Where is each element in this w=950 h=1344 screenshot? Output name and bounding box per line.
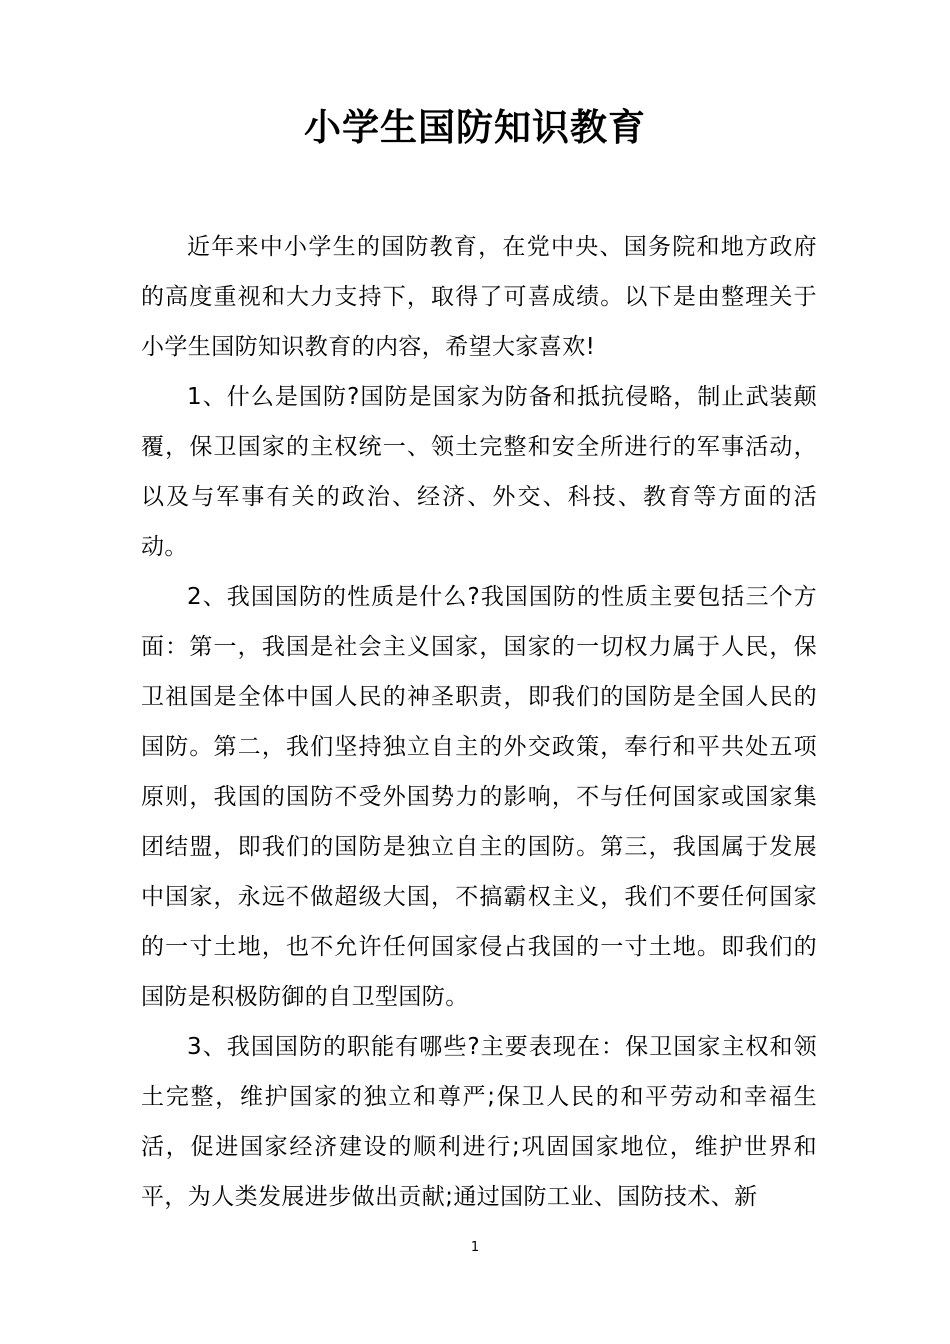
document-title: 小学生国防知识教育	[304, 106, 646, 149]
paragraph-intro: 近年来中小学生的国防教育，在党中央、国务院和地方政府的高度重视和大力支持下，取得了可喜成绩。以下是由整理关于小学生国防知识教育的内容，希望大家喜欢!	[141, 234, 817, 360]
document-body	[141, 222, 817, 1222]
page-number: 1	[470, 1240, 480, 1255]
paragraph-item-2: 2、我国国防的性质是什么?我国国防的性质主要包括三个方面：第一，我国是社会主义国家，国家的一切权力属于人民，保卫祖国是全体中国人民的神圣职责，即我们的国防是全国人民的国防。第二，我们坚持独立自主的外交政策，奉行和平共处五项原则，我国的国防不受外国势力的影响，不与任何国家或国家集团结盟，即我们的国防是独立自主的国防。第三，我国属于发展中国家，永远不做超级大国，不搞霸权主义，我们不要任何国家的一寸土地，也不允许任何国家侵占我国的一寸土地。即我们的国防是积极防御的自卫型国防。	[141, 584, 817, 1010]
paragraph-item-1: 1、什么是国防?国防是国家为防备和抵抗侵略，制止武装颠覆，保卫国家的主权统一、领土完整和安全所进行的军事活动，以及与军事有关的政治、经济、外交、科技、教育等方面的活动。	[141, 384, 817, 560]
paragraph-item-3: 3、我国国防的职能有哪些?主要表现在：保卫国家主权和领土完整，维护国家的独立和尊严;保卫人民的和平劳动和幸福生活，促进国家经济建设的顺利进行;巩固国家地位，维护世界和平，为人类发展进步做出贡献;通过国防工业、国防技术、新	[141, 1034, 817, 1210]
